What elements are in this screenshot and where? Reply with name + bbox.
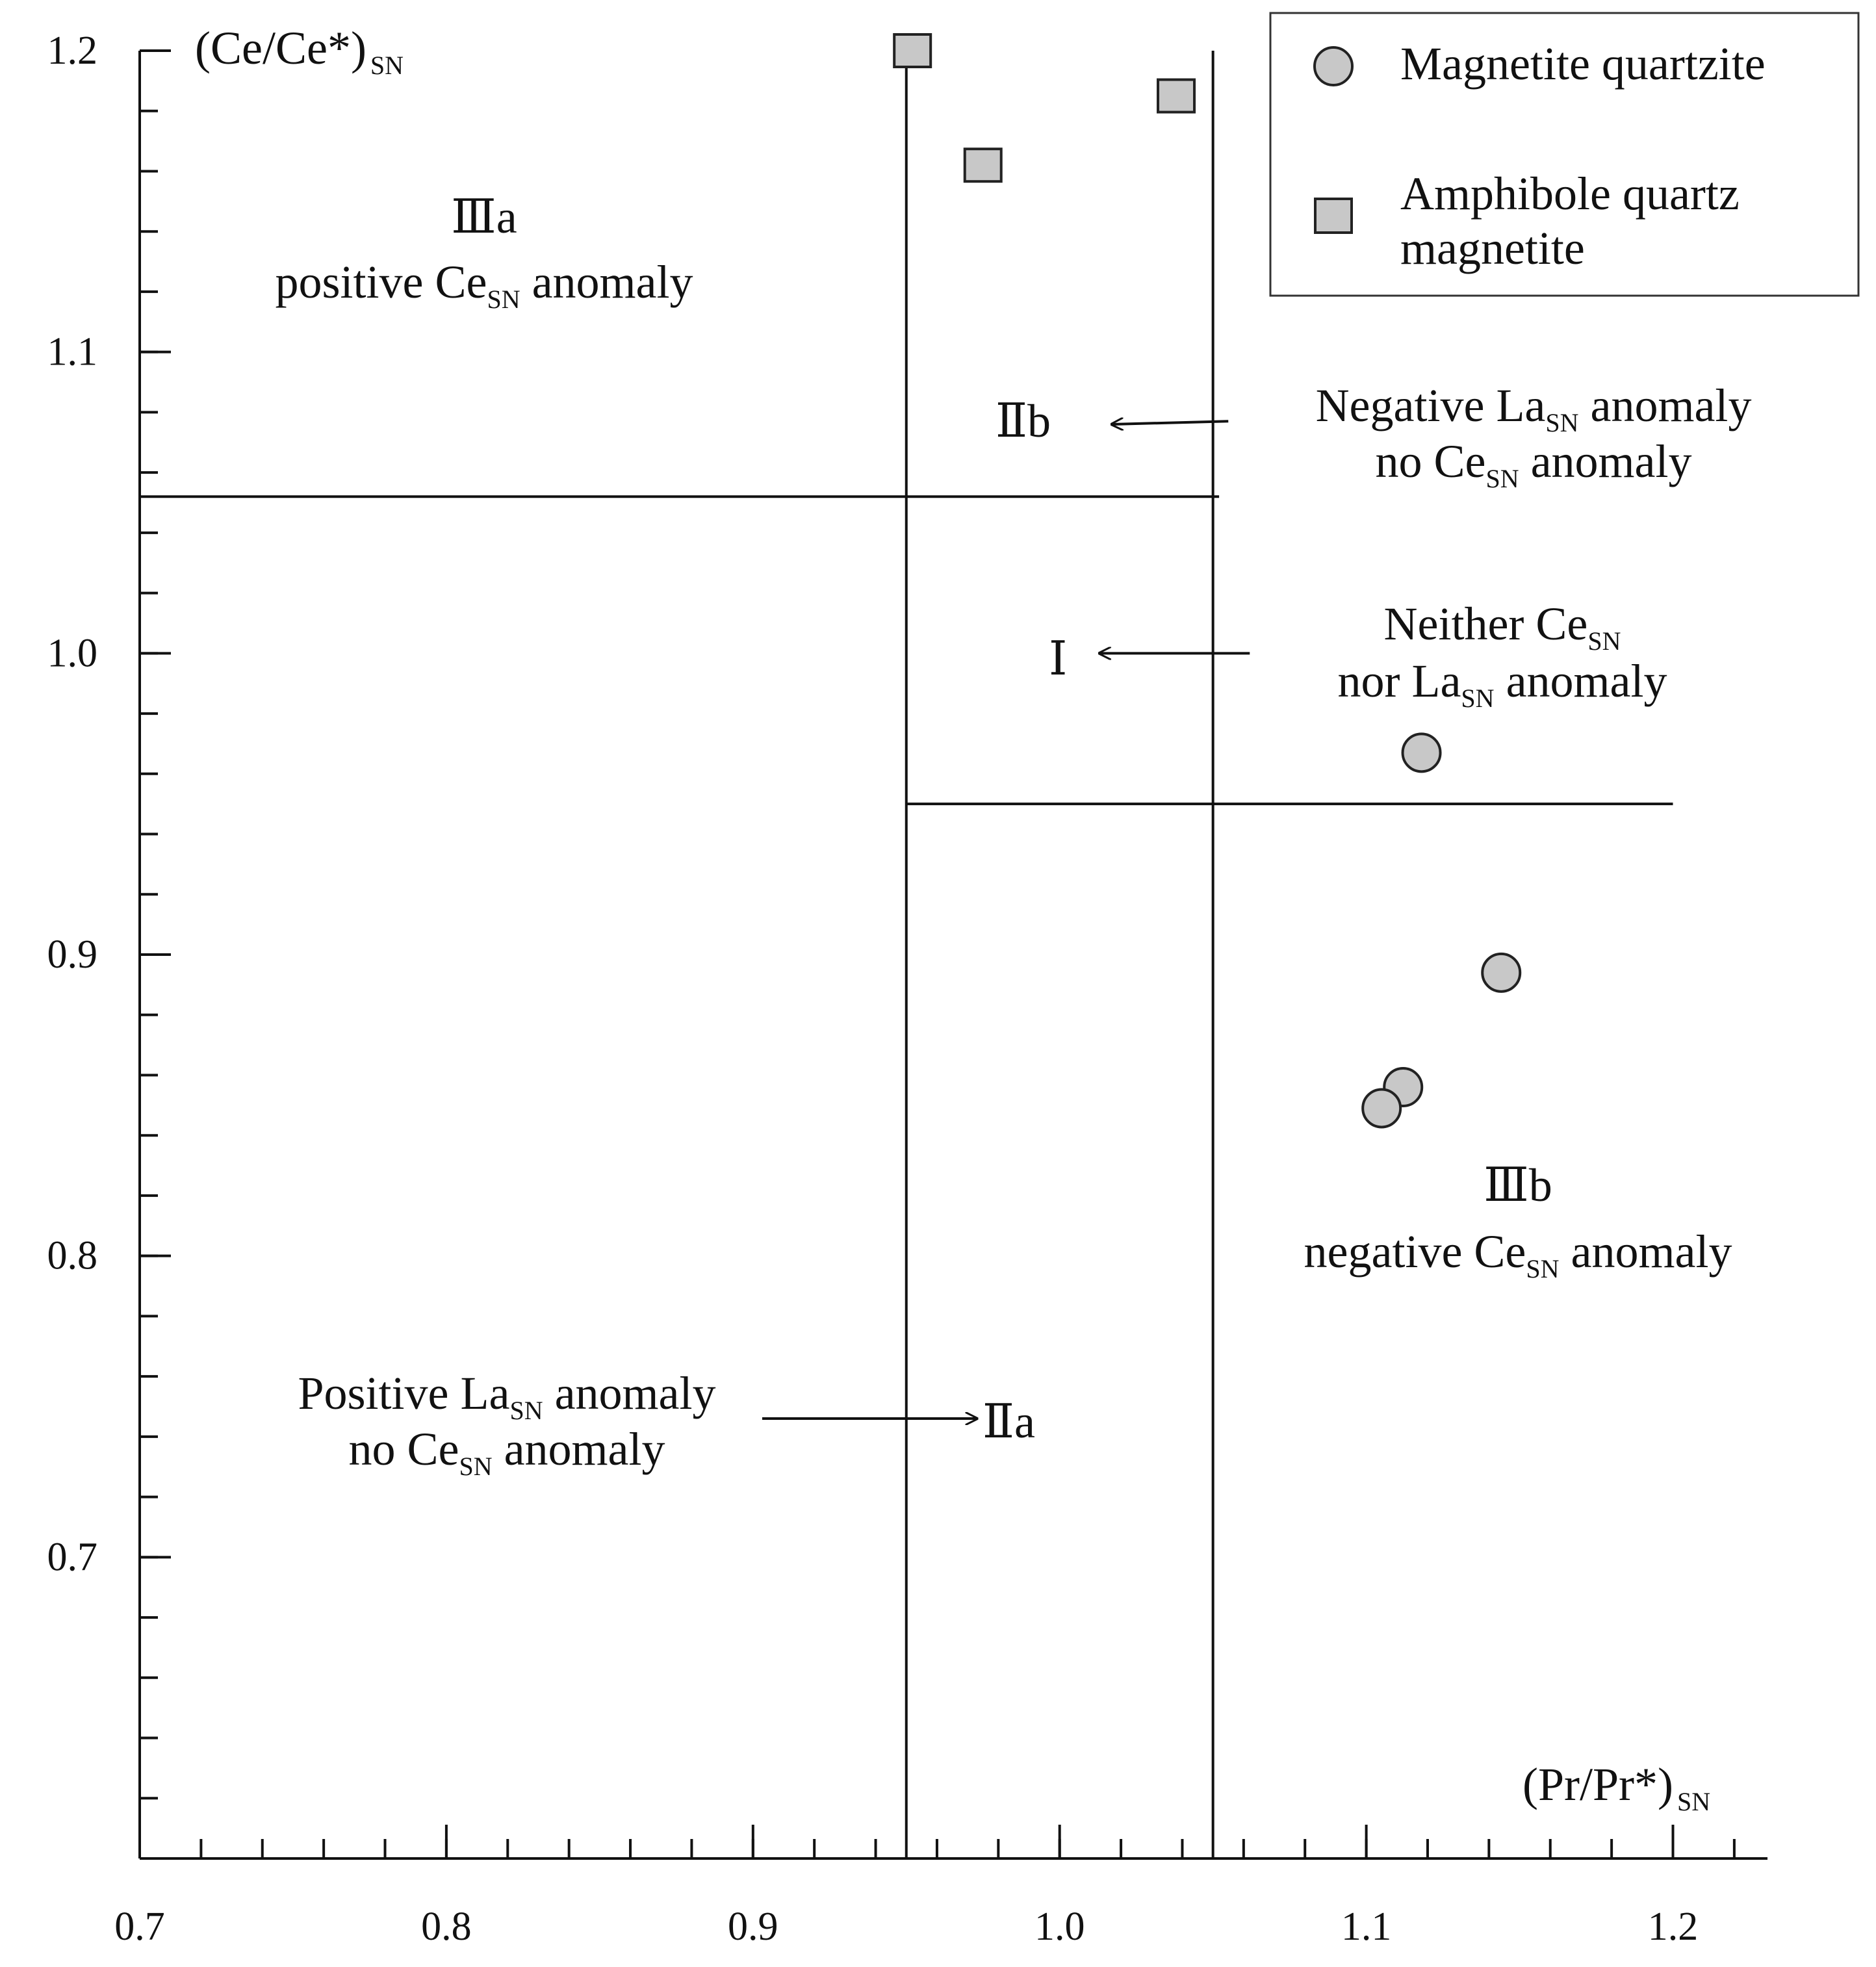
annotation-negative-la-line2: no $Ce_{SN}$ anomaly <box>1375 435 1692 493</box>
region-IIIa-label: positive $Ce_{SN}$ anomaly <box>275 256 693 314</box>
point-magnetite-quartzite <box>1482 954 1520 992</box>
annotation-positive-la-line2: no $Ce_{SN}$ anomaly <box>348 1423 665 1481</box>
y-ticks <box>47 29 172 1579</box>
legend <box>1270 13 1858 296</box>
x-tick-label: 0.9 <box>728 1905 778 1949</box>
legend-label-amphibole-line1: Amphibole quartz <box>1400 168 1740 220</box>
point-magnetite-quartzite <box>1363 1089 1400 1127</box>
annotation-negative-la-line1: Negative $La_{SN}$ anomaly <box>1315 379 1752 437</box>
point-amphibole-quartz-magnetite <box>965 149 1001 181</box>
region-IIa-numeral: Ⅱa <box>983 1396 1035 1448</box>
x-tick-label: 1.2 <box>1647 1905 1699 1949</box>
x-tick-label: 1.0 <box>1034 1905 1085 1949</box>
region-IIIa-numeral: Ⅲa <box>451 191 517 243</box>
y-tick-label: 1.0 <box>47 631 97 676</box>
region-IIb-numeral: Ⅱb <box>996 395 1051 447</box>
legend-square-marker <box>1315 199 1352 233</box>
annotation-positive-la-line1: Positive $La_{SN}$ anomaly <box>298 1367 716 1425</box>
x-tick-label: 0.7 <box>114 1905 165 1949</box>
y-tick-label: 1.1 <box>47 329 97 374</box>
y-tick-label: 0.7 <box>47 1535 97 1580</box>
annotation-arrow <box>1112 421 1228 424</box>
point-amphibole-quartz-magnetite <box>1158 80 1194 112</box>
y-tick-label: 0.9 <box>47 932 97 977</box>
y-tick-label: 0.8 <box>47 1233 97 1278</box>
x-tick-label: 1.1 <box>1341 1905 1392 1949</box>
annotation-neither-line1: Neither $Ce_{SN}$ <box>1383 598 1621 656</box>
legend-label-magnetite-quartzite: Magnetite quartzite <box>1400 38 1766 90</box>
region-I-numeral: Ⅰ <box>1049 633 1068 685</box>
x-tick-label: 0.8 <box>421 1905 472 1949</box>
legend-label-amphibole-line2: magnetite <box>1400 222 1585 274</box>
y-tick-label: 1.2 <box>47 29 97 73</box>
annotation-arrows <box>762 421 1250 1419</box>
y-axis-title: (Ce/Ce*) $_{SN}$ <box>195 22 404 80</box>
legend-circle-marker <box>1315 47 1352 85</box>
region-boundaries <box>140 51 1673 1858</box>
region-IIIb-numeral: Ⅲb <box>1484 1159 1552 1211</box>
region-IIIb-label: negative $Ce_{SN}$ anomaly <box>1304 1226 1732 1283</box>
point-magnetite-quartzite <box>1403 734 1441 771</box>
x-minor-ticks <box>140 1839 1734 1858</box>
x-axis-title: (Pr/Pr*) $_{SN}$ <box>1523 1758 1711 1816</box>
point-amphibole-quartz-magnetite <box>894 34 931 67</box>
annotation-neither-line2: nor $La_{SN}$ anomaly <box>1337 655 1667 713</box>
